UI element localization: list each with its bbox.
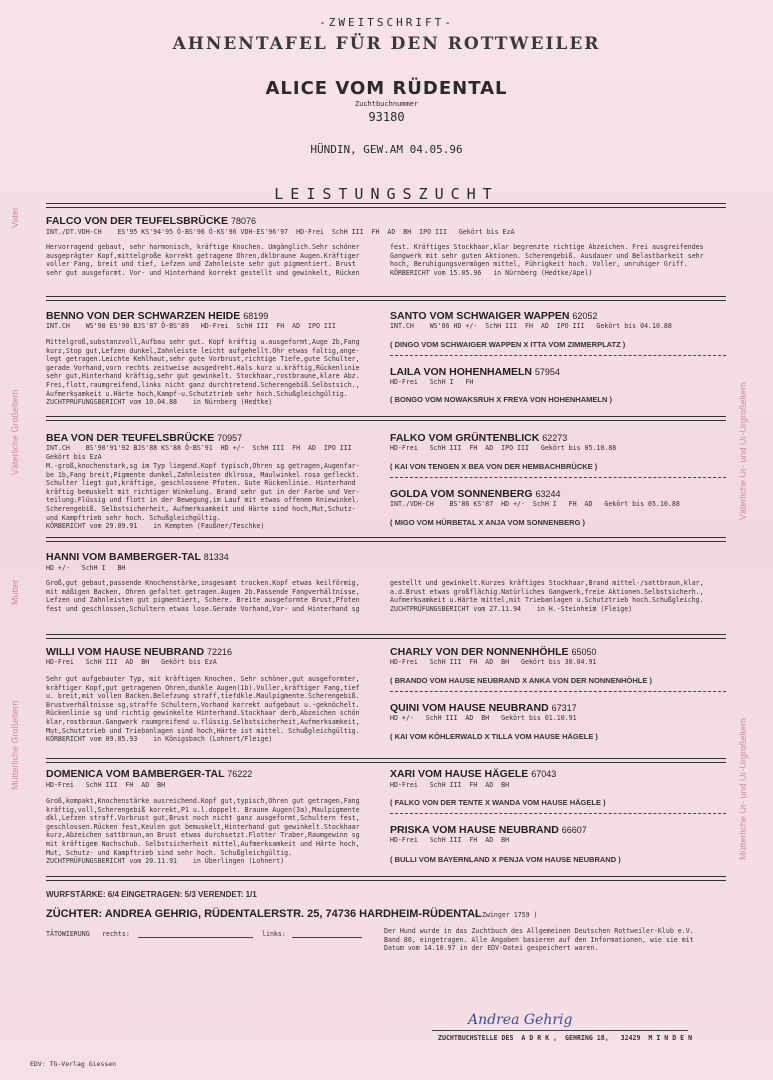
divider: [46, 203, 726, 208]
side-label-paternal-great: Väterliche Ur- und Ur-Urgroßeltern: [738, 381, 748, 520]
pgf-titles: INT.CH WS'90 ES'90 BJS'87 Ö-BS'89 HD-Frei SchH III FH AD IPO III: [46, 322, 336, 330]
mgf-father-parents: ( BRANDO VOM HAUSE NEUBRAND X ANKA VON DER NONNENHÖHLE ): [390, 676, 652, 685]
pgf-mother-titles: HD-Frei SchH I FH: [390, 378, 474, 386]
mgm-name: DOMENICA VOM BAMBERGER-TAL 76222: [46, 768, 253, 780]
divider: [46, 634, 726, 639]
divider: [46, 758, 726, 763]
mgm-mother-parents: ( BULLI VOM BAYERNLAND X PENJA VOM HAUSE NEUBRAND ): [390, 855, 621, 864]
pgm-father-titles: HD-Frei SchH III FH AD IPO III Gekört bis 05.10.88: [390, 444, 617, 452]
pgf-mother-parents: ( BONGO VOM NOWAKSRUH X FREYA VON HOHENHAMELN ): [390, 395, 612, 404]
mgf-mother-titles: HD +/- SchH III AD BH Gekört bis 01.10.91: [390, 714, 577, 722]
divider: [46, 876, 726, 881]
mother-description-left: Groß,gut gebaut,passende Knochenstärke,insgesamt trocken.Kopf etwas keilförmig, mit mäßigen Backen, Ohren gefaltet getragen.Augen 2b.Passende Fangverhältnisse, Lefzen und Zahnleisten gut pigmentiert, Schere. Breite ausgeformte Brust,Pfoten fest und geschlossen,Schultern etwas lose.Gerade Vorhand,Vor- und Hinterhand sg: [46, 579, 360, 613]
mgf-mother-name: QUINI VOM HAUSE NEUBRAND 67317: [390, 702, 577, 714]
pgf-mother-name: LAILA VON HOHENHAMELN 57954: [390, 366, 560, 378]
pgm-father-name: FALKO VOM GRÜNTENBLICK 62273: [390, 432, 568, 444]
pgf-father-name: SANTO VOM SCHWAIGER WAPPEN 62052: [390, 310, 598, 322]
divider: [390, 813, 726, 814]
tattoo-right-label: rechts:: [102, 930, 130, 938]
divider: [390, 355, 726, 356]
mgm-description: Groß,kompakt,Knochenstärke ausreichend.Kopf gut,typisch,Ohren gut getragen,Fang kräftig,voll,Scherengebiß korrekt,P1 u.l.doppelt. Braune Augen(3a),Maulpigmente dkl,Lefzen straff.Vorbrust gut,Brust noch nicht ganz ausgeformt,Schultern fest, geschlossen.Rücken fest,Keulen gut bemuskelt,Hinterhand gut gewinkelt.Stockhaar kurz,Abzeichen sattbraun,an Brust etwas durchsetzt.Flotter Traber,Raumgewinn sg mit kräftigem Nachschub. Selbstsicherheit mittel,Aufmerksamkeit und Härte hoch, Mut, Schutz- und Kampftrieb sind sehr hoch. Schußgleichgültig. ZUCHTPRÜFUNGSBERICHT vom 20.11.91 in Überlingen (Lohnert): [46, 797, 360, 866]
dog-name: ALICE VOM RÜDENTAL: [265, 78, 508, 99]
stud-book-office: ZUCHTBUCHSTELLE DES A D R K , GEHRING 18, 32429 M I N D E N: [438, 1034, 693, 1042]
mgf-father-titles: HD-Frei SchH III FH AD BH Gekört bis 30.04.91: [390, 658, 597, 666]
breeder: ZÜCHTER: ANDREA GEHRIG, RÜDENTALERSTR. 25, 74736 HARDHEIM-RÜDENTAL: [46, 908, 482, 920]
pgm-description: M.-groß,knochenstark,sg im Typ liegend.Kopf typisch,Ohren sg getragen,Augenfar- be 1b,Fang breit,Pigmente dunkel,Zahnleisten dklrosa, Maulwinkel rosa gefleckt. Schulter liegt gut,kräftige, geschlossene Pfoten. Gute Rückenlinie. Hinterhand kräftig bemuskelt mit richtiger Winkelung. Brand sehr gut in der Farbe und Ver- teilung.Flüssig und flott in der Bewegung,im Lauf mit etwas offenem Kniewinkel. Scherengebiß. Selbstsicherheit, Aufmerksamkeit und Härte sind hoch,Mut,Schutz- und Kampftrieb sehr hoch. Schußgleichgültig. KÖRBERICHT vom 29.09.91 in Kempten (Faußner/Teschke): [46, 462, 360, 531]
section-title: LEISTUNGSZUCHT: [274, 185, 499, 203]
divider: [46, 416, 726, 421]
mgf-father-name: CHARLY VON DER NONNENHÖHLE 65050: [390, 646, 597, 658]
mgf-mother-parents: ( KAI VOM KÖHLERWALD X TILLA VOM HAUSE HÄGELE ): [390, 732, 598, 741]
pgm-mother-parents: ( MIGO VOM HÜRBETAL X ANJA VOM SONNENBERG ): [390, 518, 586, 527]
pgm-mother-titles: INT./VDH-CH BS'86 KS'87 HD +/- SchH I FH AD Gekört bis 05.10.88: [390, 500, 680, 508]
mgf-titles: HD-Frei SchH III AD BH Gekört bis EzA: [46, 658, 217, 666]
signature: Andrea Gehrig: [468, 1012, 573, 1028]
mgm-mother-titles: HD-Frei SchH III FH AD BH: [390, 836, 510, 844]
signature-line: [432, 1030, 688, 1031]
mgm-father-parents: ( FALKO VON DER TENTE X WANDA VOM HAUSE HÄGELE ): [390, 798, 606, 807]
pgf-name: BENNO VON DER SCHWARZEN HEIDE 68199: [46, 310, 269, 322]
mgf-name: WILLI VOM HAUSE NEUBRAND 72216: [46, 646, 233, 658]
pgm-titles: INT.CH BS'90'91'92 BJS'88 KS'88 Ö-BS'91 HD +/- SchH III FH AD IPO III Gekört bis EzA: [46, 444, 352, 461]
side-label-maternal-great: Mütterliche Ur- und Ur-Urgroßeltern: [738, 717, 748, 860]
mother-titles: HD +/- SchH I BH: [46, 564, 126, 572]
mgm-mother-name: PRISKA VOM HAUSE NEUBRAND 66607: [390, 824, 587, 836]
tattoo-right-line: [138, 937, 253, 938]
father-description-left: Hervorragend gebaut, sehr harmonisch, kräftige Knochen. Umgänglich.Sehr schöner ausgeprägter Kopf,mittelgroße korrekt getragene Ohren,dklbraune Augen.Kräftiger voller Fang, breit und tief, Lefzen und Zahnleiste sehr gut pigmentiert. Brust sehr gut ausgeformt. Vor- und Hinterhand korrekt gestellt und gewinkelt, Rücken: [46, 243, 360, 277]
father-description-right: fest. Kräftiges Stockhaar,klar begrenzte richtige Abzeichen. Frei ausgreifendes Gangwerk mit sehr guten Aktionen. Scherengebiß. Ausdauer und Belastbarkeit sehr hoch, Beruhigungsvermögen mittel, Führigkeit hoch. Voller, unruhiger Griff. KÖRBERICHT vom 15.05.96 in Nürnberg (Hedtke/Apel): [390, 243, 704, 277]
mgm-father-name: XARI VOM HAUSE HÄGELE 67043: [390, 768, 557, 780]
divider: [46, 537, 726, 542]
sex-birthdate: HÜNDIN, GEW.AM 04.05.96: [310, 143, 463, 156]
pgm-name: BEA VON DER TEUFELSBRÜCKE 70957: [46, 432, 243, 444]
pgf-description: Mittelgroß,substanzvoll,Aufbau sehr gut. Kopf kräftig u.ausgeformt,Auge 2b,Fang kurz,Stop gut,Lefzen dunkel,Zahnleiste leicht aufgehellt.Ohr etwas faltig,ange- legt getragen.Leichte Kehlhaut,sehr gute Vorbrust,richtige Tiefe,gute Schulter, gerade Vorhand,vorn rechts zeitweise ausgedreht.Hals kurz u.kräftig,Rückenlinie sehr gut,Hinterhand kräftig,sehr gut gewinkelt. Stockhaar,rostbraune,klare Abz. Frei,flott,raumgreifend,links nicht ganz durchtretend.Scherengebiß.Selbstsich., Aufmerksamkeit u.Härte hoch,Kampf-u.Schutztrieb sehr hoch.Schußgleichgültig. ZUCHTPRÜFUNGSBERICHT vom 10.04.88 in Nürnberg (Hedtke): [46, 338, 360, 407]
side-label-maternal-grandparents: Mütterliche Großeltern: [10, 700, 20, 790]
mother-description-right: gestellt und gewinkelt.Kurzes kräftiges Stockhaar,Brand mittel-/sattbraun,klar, a.d.Brust etwas großflächig.Natürliches Gangwerk,freie Aktionen.Selbstsicherh., Aufmerksamkeit u.Härte mittel,mit Triebanlagen u.Schutztrieb hoch.Schußgleichg. ZUCHTPRÜFUNGSBERICHT vom 27.11.94 in H.-Steinheim (Fleige): [390, 579, 704, 613]
divider: [390, 691, 726, 692]
divider: [46, 296, 726, 301]
litter-info: WURFSTÄRKE: 6/4 EINGETRAGEN: 5/3 VERENDET: 1/1: [46, 890, 257, 899]
certification-text: Der Hund wurde in das Zuchtbuch des Allgemeinen Deutschen Rottweiler-Klub e.V. Band 80, eingetragen. Alle Angaben basieren auf den Informationen, wie sie mit Datum vom 14.10.97 in der EDV-Datei gespeichert waren.: [384, 927, 694, 953]
pgm-father-parents: ( KAI VON TENGEN X BEA VON DER HEMBACHBRÜCKE ): [390, 462, 598, 471]
father-titles: INT./DT.VDH-CH ES'95 KS'94'95 Ö-BS'96 Ö-KS'96 VDH-ES'96'97 HD-Frei SchH III FH AD BH IPO III Gekört bis EzA: [46, 228, 515, 236]
pgf-father-parents: ( DINGO VOM SCHWAIGER WAPPEN X ITTA VOM ZIMMERPLATZ ): [390, 340, 626, 349]
father-name: FALCO VON DER TEUFELSBRÜCKE 78076: [46, 215, 256, 227]
mgm-titles: HD-Frei SchH III FH AD BH: [46, 781, 166, 789]
kennel-number: ( Zwinger 1759 ): [474, 911, 538, 919]
side-label-paternal-grandparents: Väterliche Großeltern: [10, 389, 20, 475]
tattoo-label: TÄTOWIERUNG: [46, 930, 90, 938]
document-title: AHNENTAFEL FÜR DEN ROTTWEILER: [172, 34, 601, 54]
divider: [390, 477, 726, 478]
tattoo-left-label: links:: [262, 930, 286, 938]
edv-note: EDV: TG-Verlag Giessen: [30, 1060, 117, 1068]
mother-name: HANNI VOM BAMBERGER-TAL 81334: [46, 551, 229, 563]
tattoo-left-line: [292, 937, 362, 938]
mgf-description: Sehr gut aufgebauter Typ, mit kräftigen Knochen. Sehr schöner,gut ausgeformter, kräftiger Kopf,gut getragenen Ohren,dunkle Augen(1b).Voller,kräftiger Fang,tief u. breit,mit vollen Backen.Belefzung straff,tiefdkle.Maulpigmente.Scherengebiß. Brustverhältnisse sg,straffe Schultern,Vorhand korrekt aufgebaut u.-geknöchelt. Rückenlinie sg und richtig gewinkelte Hinterhand.Stockhaar derb,Abzeichen schön klar,rostbraun.Gangwerk raumgreifend u.flüssig.Selbstsicherheit,Aufmerksamkeit, Mut,Schutztrieb und Triebanlagen sind hoch,Härte ist mittel. Schußgleichgültig. KÖRBERICHT vom 09.05.93 in Königsbach (Lohnert/Fleige): [46, 675, 360, 744]
zuchtbuch-label: Zuchtbuchnummer: [354, 100, 419, 108]
mgm-father-titles: HD-Frei SchH III FH AD BH: [390, 781, 510, 789]
copy-label: -ZWEITSCHRIFT-: [319, 16, 454, 29]
pgm-mother-name: GOLDA VOM SONNENBERG 63244: [390, 488, 561, 500]
side-label-vater: Vater: [10, 207, 20, 228]
pgf-father-titles: INT.CH WS'86 HD +/- SchH III FH AD IPO III Gekört bis 04.10.88: [390, 322, 672, 330]
zuchtbuch-number: 93180: [368, 110, 405, 124]
side-label-mutter: Mutter: [10, 579, 20, 605]
